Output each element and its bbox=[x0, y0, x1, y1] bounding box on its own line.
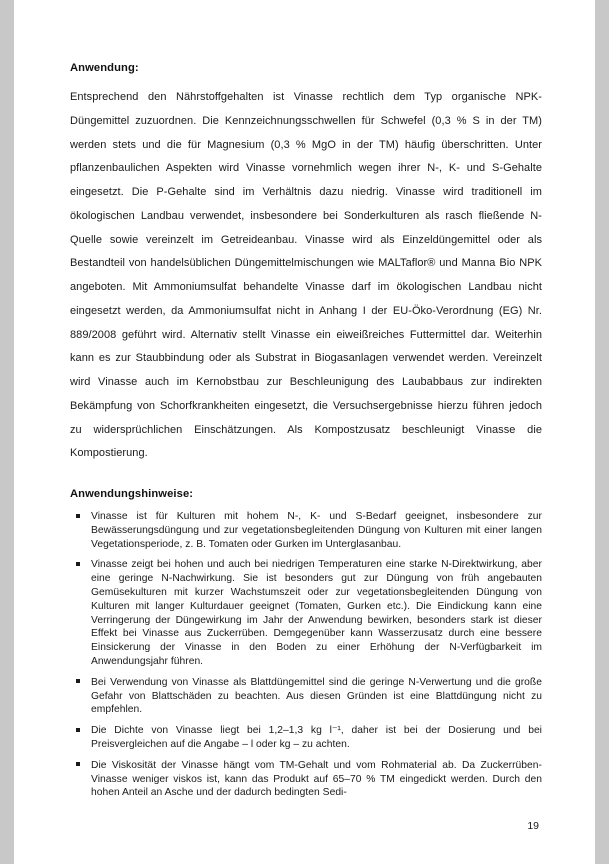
list-item bbox=[70, 759, 542, 800]
bullet-square-icon bbox=[76, 762, 80, 766]
list-item bbox=[70, 510, 542, 551]
bullet-square-icon bbox=[76, 679, 80, 683]
anwendungshinweise-list bbox=[70, 510, 542, 800]
list-item bbox=[70, 558, 542, 668]
list-item-text: Vinasse zeigt bei hohen und auch bei niedrigen Temperaturen eine starke N-Direktwirkung, aber eine geringe N-Nachwirkung. Sie ist besonders gut zur Düngung von früh angebauten Gemüsekulturen mit kurzer Wachstumszeit oder zur vegetationsbegleitenden Düngung von Kulturen mit langer Kulturdauer geeignet (Tomaten, Gurken etc.). Die Eindickung kann eine Verringerung der Düngewirkung im Jahr der Anwendung bewirken, besonders stark ist dieser Effekt bei Vinasse aus Zuckerrüben. Demgegenüber kann Wasserzusatz durch eine bessere Einsickerung der Vinasse in den Boden zu einer Erhöhung der N-Verfügbarkeit im Anwendungsjahr führen. bbox=[91, 559, 542, 667]
document-page bbox=[14, 0, 595, 864]
list-item-text: Die Dichte von Vinasse liegt bei 1,2–1,3 kg l⁻¹, daher ist bei der Dosierung und bei Preisvergleichen auf die Angabe – l oder kg – zu achten. bbox=[91, 725, 542, 750]
section-heading-anwendungshinweise: Anwendungshinweise: bbox=[70, 488, 194, 500]
paragraph-anwendung: Entsprechend den Nährstoffgehalten ist Vinasse rechtlich dem Typ organische NPK-Düngemittel zuzuordnen. Die Kennzeichnungsschwellen für Schwefel (0,3 % S in der TM) werden stets und die für Magnesium (0,3 % MgO in der TM) häufig überschritten. Unter pflanzenbaulichen Aspekten wird Vinasse vornehmlich wegen ihrer N-, K- und S-Gehalte eingesetzt. Die P-Gehalte sind im Verhältnis dazu niedrig. Vinasse wird traditionell im ökologischen Landbau verwendet, insbesondere bei Sonderkulturen als rasch fließende N-Quelle sowie vereinzelt im Getreideanbau. Vinasse wird als Einzeldüngemittel oder als Bestandteil von handelsüblichen Düngemittelmischungen wie MALTaflor® und Manna Bio NPK angeboten. Mit Ammoniumsulfat behandelte Vinasse darf im ökologischen Landbau nicht eingesetzt werden, da Ammoniumsulfat nicht in Anhang I der EU-Öko-Verordnung (EG) Nr. 889/2008 geführt wird. Alternativ stellt Vinasse ein eiweißreiches Futtermittel dar. Weiterhin kann es zur Staubbindung oder als Substrat in Biogasanlagen verwendet werden. Vereinzelt wird Vinasse auch im Kernobstbau zur Beschleunigung des Laubabbaus zur indirekten Bekämpfung von Schorfkrankheiten eingesetzt, die Versuchsergebnisse hierzu führen jedoch zu widersprüchlichen Einschätzungen. Als Kompostzusatz beschleunigt Vinasse die Kompostierung. bbox=[70, 91, 542, 460]
bullet-square-icon bbox=[76, 514, 80, 518]
bullet-square-icon bbox=[76, 562, 80, 566]
list-item bbox=[70, 724, 542, 752]
section-heading-anwendung: Anwendung: bbox=[70, 62, 139, 74]
list-item bbox=[70, 676, 542, 717]
list-item-text: Vinasse ist für Kulturen mit hohem N-, K- und S-Bedarf geeignet, insbesondere zur Bewässerungsdüngung und zur vegetationsbegleitenden Düngung von Kulturen mit einer langen Vegetationsperiode, z. B. Tomaten oder Gurken im Unterglasanbau. bbox=[91, 511, 542, 550]
page-number: 19 bbox=[527, 820, 539, 832]
list-item-text: Bei Verwendung von Vinasse als Blattdüngemittel sind die geringe N-Verwertung und die große Gefahr von Blattschäden zu beachten. Aus diesen Gründen ist eine Blattdüngung nicht zu empfehlen. bbox=[91, 676, 542, 716]
list-item-text: Die Viskosität der Vinasse hängt vom TM-Gehalt und vom Rohmaterial ab. Da Zuckerrüben-Vinasse weniger viskos ist, kann das Produkt auf 65–70 % TM eingedickt werden. Durch den hohen Anteil an Asche und der dadurch bedingten Sedi- bbox=[91, 759, 542, 799]
page-content bbox=[70, 62, 542, 807]
bullet-square-icon bbox=[76, 728, 80, 732]
